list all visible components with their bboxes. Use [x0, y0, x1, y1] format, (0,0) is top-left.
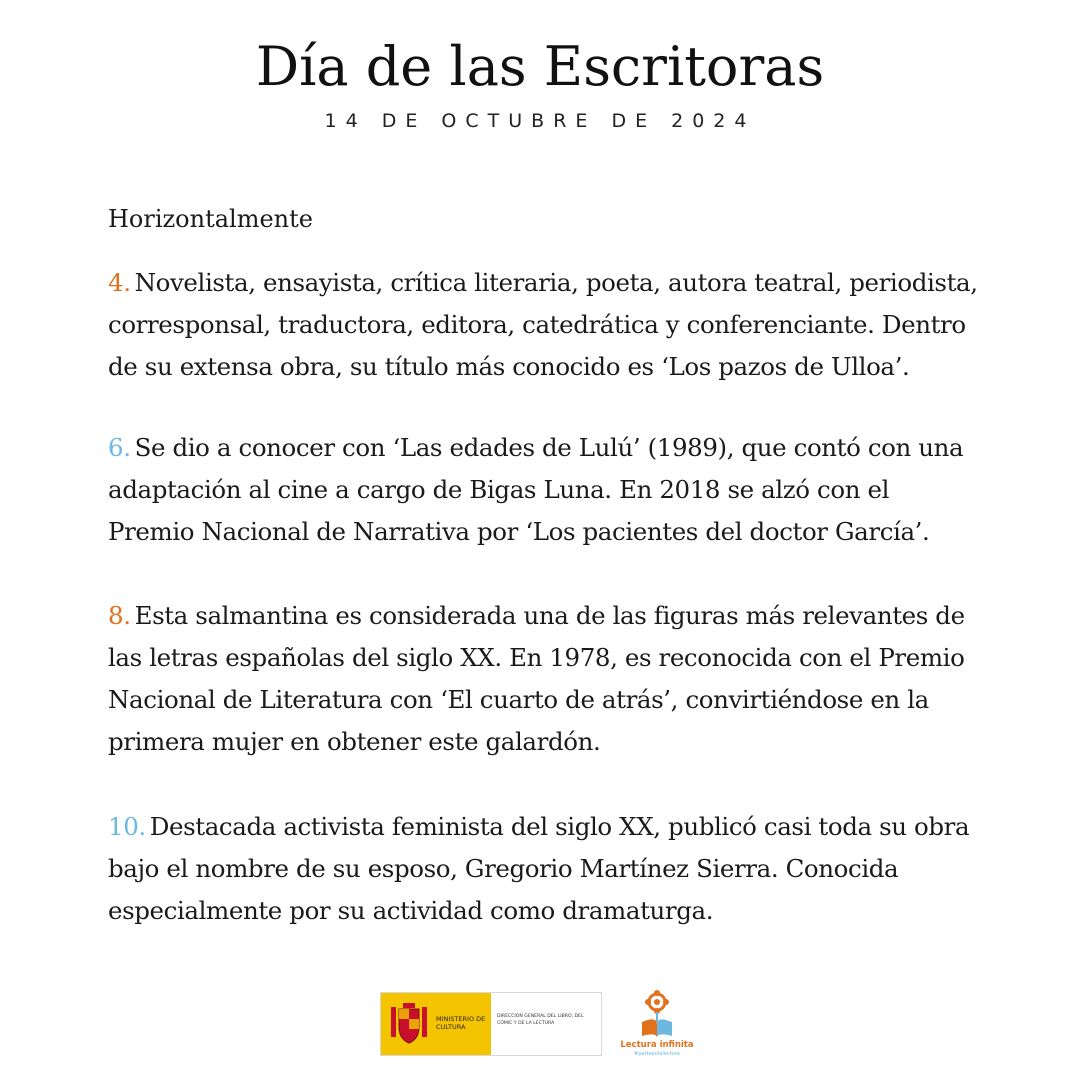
clue-line: corresponsal, traductora, editora, catedrática y conferenciante. Dentro — [108, 310, 966, 339]
clue-text: Esta salmantina es considerada una de las figuras más relevantes de — [134, 601, 965, 630]
clue-line: Premio Nacional de Narrativa por ‘Los pacientes del doctor García’. — [108, 517, 930, 546]
clue-line: de su extensa obra, su título más conocido es ‘Los pazos de Ulloa’. — [108, 352, 910, 381]
clue-number: 6. — [108, 433, 131, 462]
section-heading: Horizontalmente — [108, 205, 313, 233]
clue-text: Destacada activista feminista del siglo XX, publicó casi toda su obra — [149, 812, 970, 841]
coat-of-arms-icon — [389, 1001, 429, 1047]
clue-line: las letras españolas del siglo XX. En 1978, es reconocida con el Premio — [108, 643, 965, 672]
clue-line — [108, 595, 978, 637]
ministry-logo — [380, 992, 602, 1056]
clue-number: 8. — [108, 601, 131, 630]
directorate-name: DIRECCIÓN GENERAL DEL LIBRO, DEL CÓMIC Y DE LA LECTURA — [497, 1014, 584, 1026]
lectura-infinita-logo — [612, 990, 702, 1060]
clue-6 — [108, 427, 978, 553]
clue-text: Novelista, ensayista, crítica literaria, poeta, autora teatral, periodista, — [134, 268, 978, 297]
clue-line: especialmente por su actividad como dramaturga. — [108, 896, 714, 925]
clue-10 — [108, 806, 978, 932]
clue-line — [108, 427, 978, 469]
ministry-name: MINISTERIO DE CULTURA — [436, 1015, 486, 1031]
clue-number: 4. — [108, 268, 131, 297]
page-title: Día de las Escritoras — [255, 35, 825, 98]
clue-line: primera mujer en obtener este galardón. — [108, 727, 601, 756]
clue-line: adaptación al cine a cargo de Bigas Luna. En 2018 se alzó con el — [108, 475, 889, 504]
footer-logos — [380, 990, 710, 1060]
clue-text: Se dio a conocer con ‘Las edades de Lulú’ (1989), que contó con una — [134, 433, 964, 462]
clue-line: bajo el nombre de su esposo, Gregorio Martínez Sierra. Conocida — [108, 854, 899, 883]
clue-line: Nacional de Literatura con ‘El cuarto de atrás’, convirtiéndose en la — [108, 685, 929, 714]
flower-book-icon — [612, 990, 702, 1040]
clue-8 — [108, 595, 978, 763]
clue-line — [108, 806, 978, 848]
lectura-name: Lectura infinita — [620, 1040, 694, 1050]
lectura-hashtag: #partepolalectura — [634, 1051, 680, 1057]
clue-4 — [108, 262, 978, 388]
clue-number: 10. — [108, 812, 146, 841]
clue-line — [108, 262, 978, 304]
event-date: 14 DE OCTUBRE DE 2024 — [324, 110, 756, 132]
